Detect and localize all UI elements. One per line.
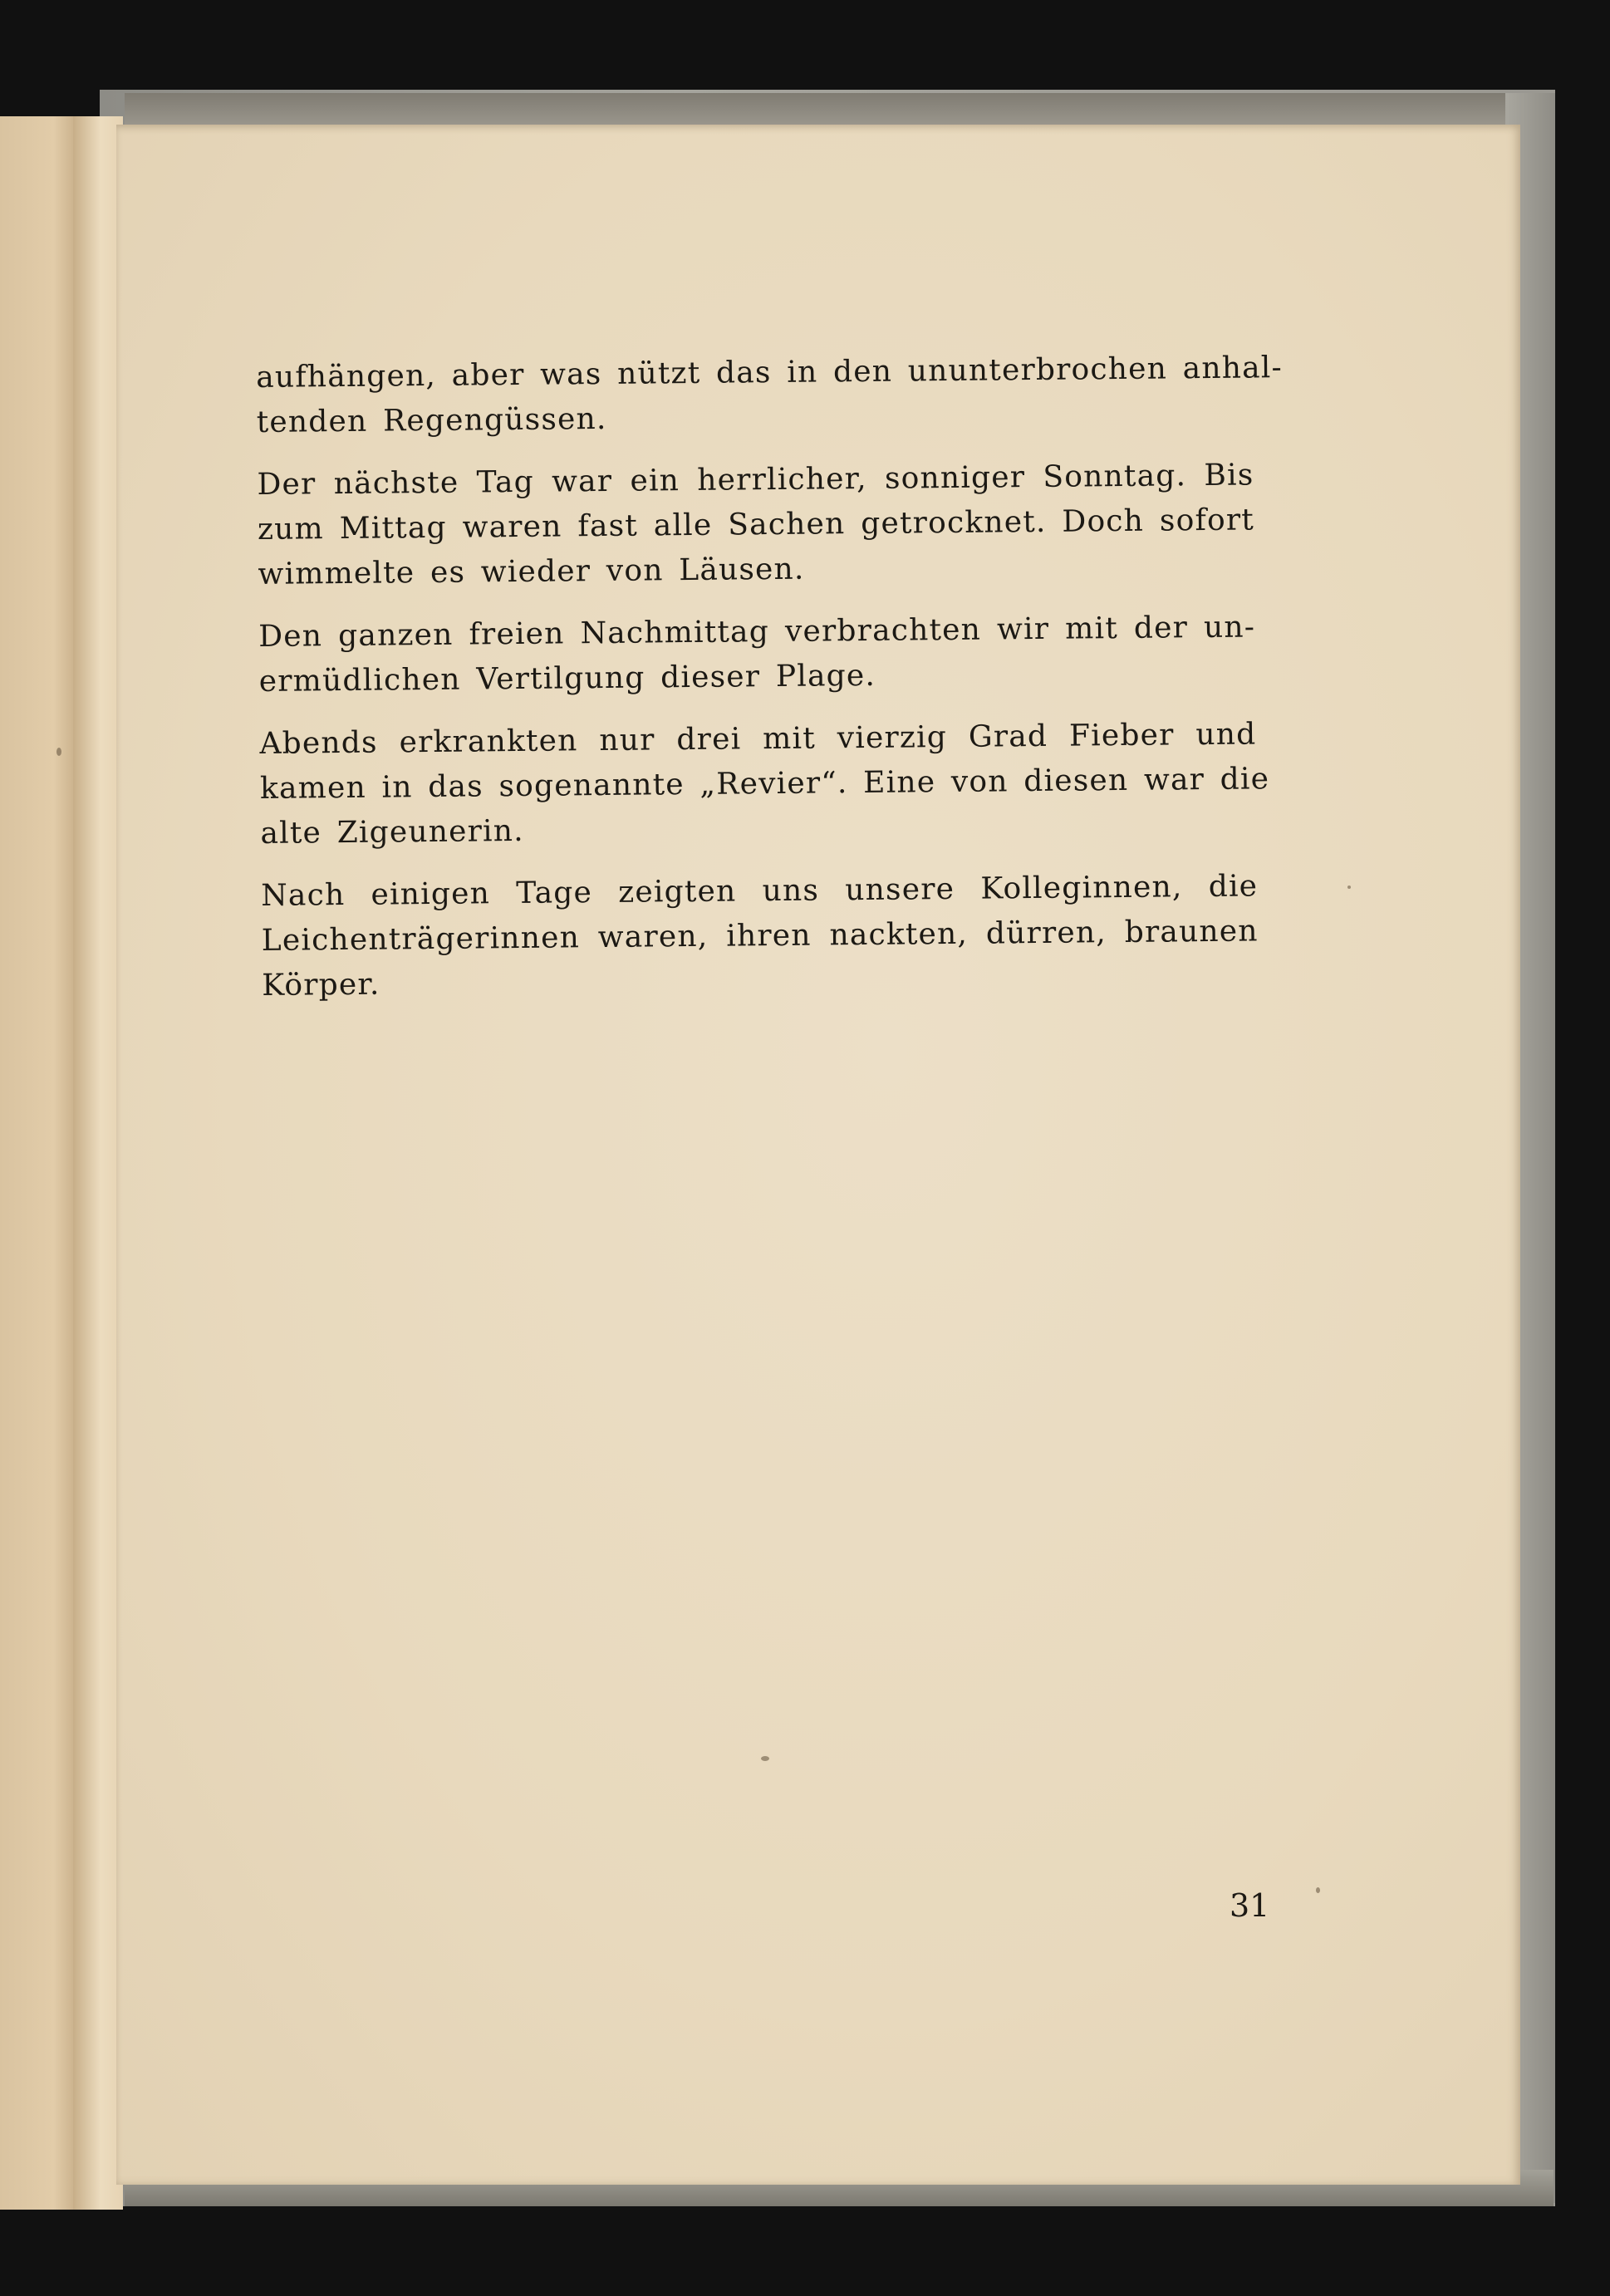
paragraph	[259, 712, 1270, 856]
paper-speck	[1347, 886, 1351, 889]
text-line: wimmelte es wieder von Läusen.	[258, 552, 805, 591]
paragraph	[258, 605, 1256, 704]
book-gutter	[73, 116, 123, 2210]
paragraph	[257, 453, 1254, 597]
text-line: Der nächste Tag war ein herrlicher, sonniger Sonntag. Bis	[257, 458, 1254, 502]
text-line: aufhängen, aber was nützt das in den ununterbrochen anhal-	[256, 351, 1284, 395]
text-line: ermüdlichen Vertilgung dieser Plage.	[258, 658, 876, 699]
paragraph	[261, 864, 1259, 1008]
text-line: zum Mittag waren fast alle Sachen getrocknet. Doch sofort	[257, 503, 1255, 547]
paper-speck	[761, 1756, 769, 1761]
paper-speck	[1316, 1887, 1320, 1893]
text-line: Leichenträgerinnen waren, ihren nackten, dürren, braunen	[261, 914, 1259, 958]
page-body-text	[256, 346, 1284, 1025]
text-line: alte Zigeunerin.	[260, 813, 525, 851]
text-line: Den ganzen freien Nachmittag verbrachten wir mit der un-	[258, 610, 1256, 654]
text-line: tenden Regengüssen.	[256, 401, 607, 439]
text-line: kamen in das sogenannte „Revier“. Eine von diesen war die	[259, 762, 1270, 806]
text-line: Nach einigen Tage zeigten uns unsere Kolleginnen, die	[261, 869, 1259, 913]
paper-speck	[56, 748, 61, 756]
text-line: Abends erkrankten nur drei mit vierzig Grad Fieber und	[259, 717, 1257, 761]
left-facing-page	[0, 116, 76, 2210]
text-line: Körper.	[262, 967, 380, 1003]
paragraph	[256, 346, 1284, 445]
page-number: 31	[1230, 1887, 1270, 1924]
